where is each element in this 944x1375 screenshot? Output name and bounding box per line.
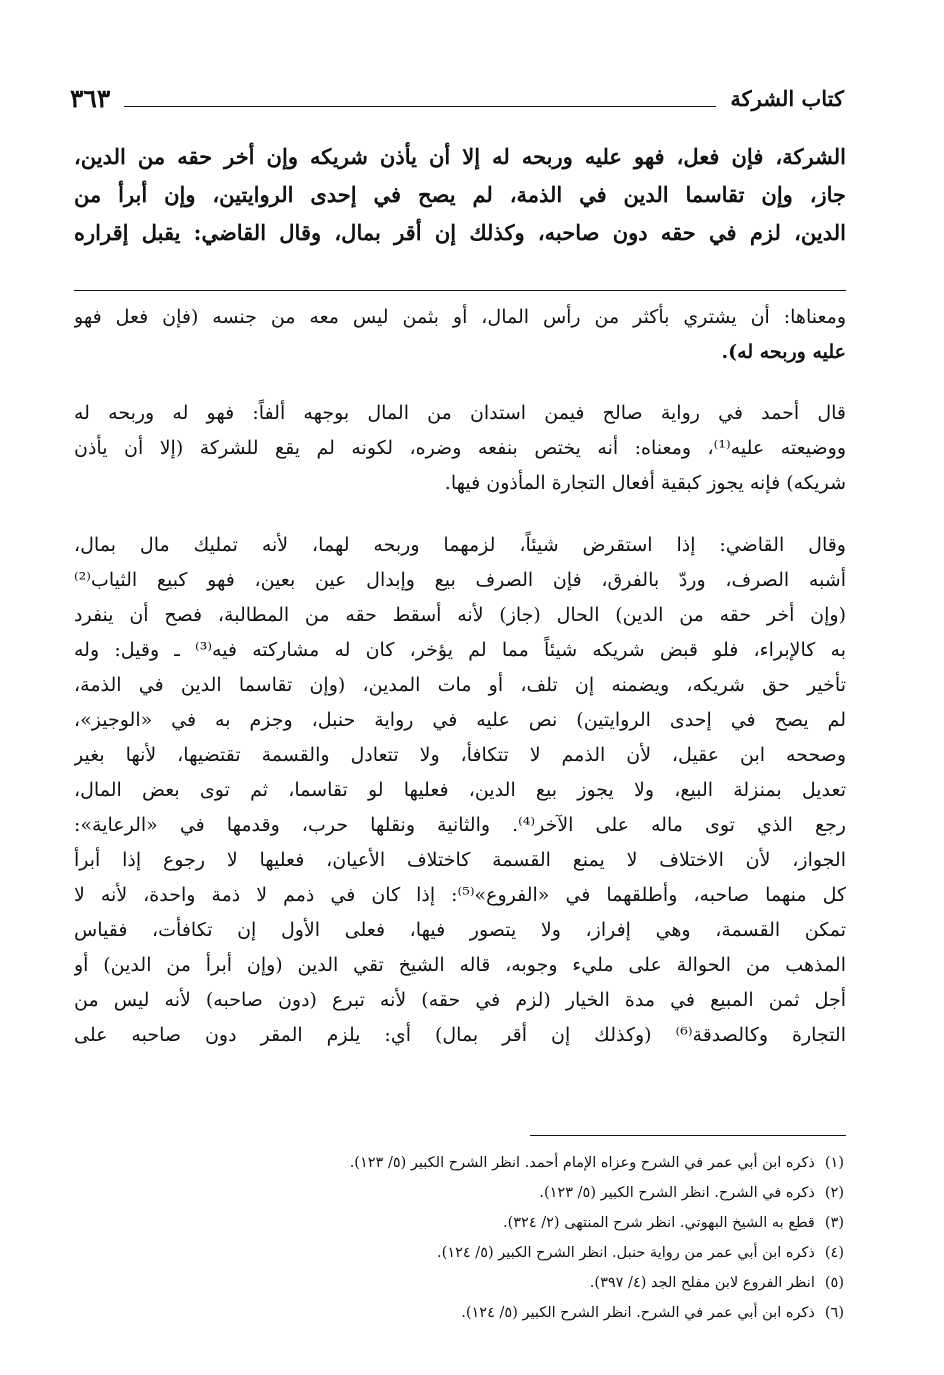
commentary-paragraph [74, 300, 846, 370]
running-title: كتاب الشركة [730, 86, 844, 111]
commentary-paragraph [74, 396, 846, 501]
commentary-line: شريكه) فإنه يجوز كبقية أفعال التجارة المأذون فيها. [444, 472, 846, 494]
footnote-number: (٢) [824, 1185, 844, 1201]
commentary-line: أشبه الصرف، وردّ بالفرق، فإن الصرف بيع وإبدال عين بعين، فهو كبيع الثياب⁽²⁾ [74, 569, 846, 591]
commentary-line: المذهب من الحوالة على مليء وجوبه، قاله الشيخ تقي الدين (وإن أبرأ من الدين) أو [74, 954, 846, 976]
commentary-line: لم يصح في إحدى الروايتين) نص عليه في رواية حنبل، وجزم به في «الوجيز»، [74, 709, 846, 731]
footnote-number: (٣) [824, 1215, 844, 1231]
commentary-line: قال أحمد في رواية صالح فيمن استدان من المال بوجهه ألفاً: فهو له وربحه له [74, 402, 846, 424]
footnote-text: انظر الفروع لابن مفلح الجد (٤/ ٣٩٧). [589, 1275, 815, 1291]
commentary-line: تأخير حق شريكه، ويضمنه إن تلف، أو مات المدين، (وإن تقاسما الدين في الذمة، [74, 674, 846, 696]
footnote-number: (٦) [824, 1305, 844, 1321]
commentary-line: رجع الذي توى ماله على الآخر⁽⁴⁾. والثانية ونقلها حرب، وقدمها في «الرعاية»: [74, 814, 846, 836]
matn-line: الشركة، فإن فعل، فهو عليه وربحه له إلا أن يأذن شريكه وإن أخر حقه من الدين، [74, 144, 846, 169]
matn-line: الدين، لزم في حقه دون صاحبه، وكذلك إن أقر بمال، وقال القاضي: يقبل إقراره [74, 220, 846, 245]
commentary-paragraph [74, 528, 846, 1053]
commentary-line: تمكن القسمة، وهي إفراز، ولا يتصور فيها، فعلى الأول إن تكافأت، فقياس [74, 919, 846, 941]
commentary-line: به كالإبراء، فلو قبض شريكه شيئاً مما لم يؤخر، كان له مشاركته فيه⁽³⁾ ـ وقيل: وله [74, 639, 846, 661]
footnote-text: ذكره ابن أبي عمر في الشرح وعزاه الإمام أحمد. انظر الشرح الكبير (٥/ ١٢٣). [349, 1155, 815, 1171]
footnote-separator-rule [530, 1135, 846, 1136]
footnote-number: (١) [824, 1155, 844, 1171]
footnote [74, 1208, 844, 1238]
commentary-line: التجارة وكالصدقة⁽⁶⁾ (وكذلك إن أقر بمال) أي: يلزم المقر دون صاحبه على [74, 1024, 846, 1046]
footnote-text: ذكره ابن أبي عمر من رواية حنبل. انظر الشرح الكبير (٥/ ١٢٤). [437, 1245, 815, 1261]
commentary-line: (وإن أخر حقه من الدين) الحال (جاز) لأنه أسقط حقه من المطالبة، فصح أن ينفرد [74, 604, 846, 626]
footnote-number: (٥) [824, 1275, 844, 1291]
commentary-line: وصححه ابن عقيل، لأن الذمم لا تتكافأ، ولا تتعادل والقسمة تقتضيها، لأنها بغير [74, 744, 846, 766]
footnote [74, 1148, 844, 1178]
matn-text [74, 138, 846, 252]
commentary-line: تعديل بمنزلة البيع، ولا يجوز بيع الدين، فعليها لو تقاسما، ثم توى بعض المال، [74, 779, 846, 801]
footnote [74, 1298, 844, 1328]
footnote-text: ذكره في الشرح. انظر الشرح الكبير (٥/ ١٢٣). [539, 1185, 815, 1201]
commentary-line: ووضيعته عليه⁽¹⁾، ومعناه: أنه يختص بنفعه وضره، لكونه لم يقع للشركة (إلا أن يأذن [74, 437, 846, 459]
footnote-number: (٤) [824, 1245, 844, 1261]
footnote-text: قطع به الشيخ البهوتي. انظر شرح المنتهى (٢/ ٣٢٤). [502, 1215, 815, 1231]
footnote [74, 1178, 844, 1208]
commentary-line: وقال القاضي: إذا استقرض شيئاً، لزمهما وربحه لهما، لأنه تمليك مال بمال، [74, 534, 846, 556]
matn-separator-rule [74, 290, 846, 291]
footnote-text: ذكره ابن أبي عمر في الشرح. انظر الشرح الكبير (٥/ ١٢٤). [461, 1305, 815, 1321]
commentary-line: الجواز، لأن الاختلاف لا يمنع القسمة كاختلاف الأعيان، فعليها لا رجوع إذا أبرأ [74, 849, 846, 871]
header-rule [124, 106, 716, 107]
commentary-line: ومعناها: أن يشتري بأكثر من رأس المال، أو بثمن ليس معه من جنسه (فإن فعل فهو [74, 306, 846, 328]
page-number: ٣٦٣ [70, 84, 111, 113]
page-header [70, 78, 844, 114]
matn-line: جاز، وإن تقاسما الدين في الذمة، لم يصح في إحدى الروايتين، وإن أبرأ من [74, 182, 846, 207]
commentary-line: أجل ثمن المبيع في مدة الخيار (لزم في حقه) لأنه تبرع (دون صاحبه) لأنه ليس من [74, 989, 846, 1011]
footnote [74, 1238, 844, 1268]
footnotes [74, 1148, 844, 1328]
commentary-line: كل منهما صاحبه، وأطلقهما في «الفروع»⁽⁵⁾: إذا كان في ذمم لا ذمة واحدة، لأنه لا [74, 884, 846, 906]
commentary-line: عليه وربحه له). [721, 341, 846, 363]
footnote [74, 1268, 844, 1298]
